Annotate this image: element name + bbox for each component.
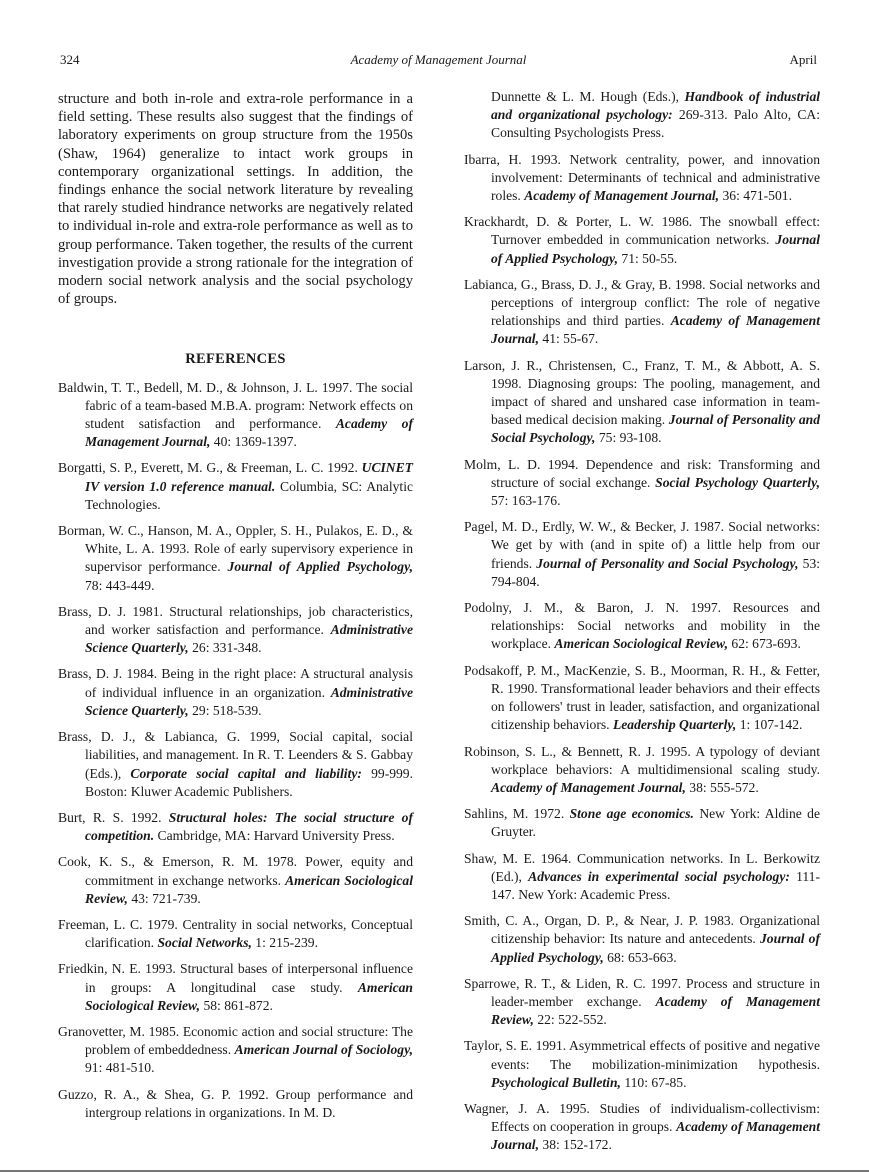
reference-entry <box>58 728 413 801</box>
ref-text: Cook, K. S., & Emerson, R. M. 1978. Power, equity and commitment in exchange networks. <box>58 854 413 888</box>
ref-text: Sahlins, M. 1972. <box>464 806 565 822</box>
ref-text: Podolny, J. M., & Baron, J. N. 1997. Resources and relationships: Social networks and mobility in the workplace. <box>464 600 820 652</box>
ref-text: 29: 518-539. <box>192 702 262 718</box>
ref-source: American Sociological Review, <box>85 979 413 1013</box>
ref-source: American Sociological Review, <box>85 872 413 906</box>
ref-source: American Sociological Review, <box>554 636 728 652</box>
ref-text: 71: 50-55. <box>621 250 678 266</box>
ref-source: Academy of Management Review, <box>491 993 820 1028</box>
ref-text: 38: 555-572. <box>689 779 759 795</box>
ref-text: Pagel, M. D., Erdly, W. W., & Becker, J. 1987. Social networks: We get by with (and in spite of) a little help from our friends. <box>464 519 820 571</box>
reference-entry <box>58 1023 413 1078</box>
ref-source: Academy of Management Journal, <box>491 313 820 347</box>
reference-entry <box>464 805 820 841</box>
reference-entry <box>464 1100 820 1155</box>
left-column <box>58 90 413 1130</box>
ref-text: 68: 653-663. <box>607 949 677 965</box>
reference-entry <box>464 975 820 1030</box>
running-header <box>58 52 819 72</box>
ref-text: 1: 215-239. <box>255 935 318 951</box>
reference-entry <box>58 522 413 595</box>
reference-entry <box>464 456 820 511</box>
ref-text: Taylor, S. E. 1991. Asymmetrical effects of positive and negative events: The mobilization-minimization hypothesis. <box>464 1038 820 1072</box>
reference-entry <box>464 599 820 654</box>
ref-source: Social Psychology Quarterly, <box>655 474 820 490</box>
reference-entry <box>464 912 820 967</box>
ref-text: 99-999. Boston: Kluwer Academic Publishers. <box>85 765 414 799</box>
ref-source: Leadership Quarterly, <box>612 717 737 733</box>
reference-entry <box>464 276 820 349</box>
ref-text: 40: 1369-1397. <box>213 434 297 450</box>
ref-text: Freeman, L. C. 1979. Centrality in social networks, Conceptual clarification. <box>58 916 413 951</box>
ref-text: 36: 471-501. <box>722 188 792 204</box>
reference-entry <box>464 518 820 591</box>
reference-entry <box>58 603 413 658</box>
ref-text: Baldwin, T. T., Bedell, M. D., & Johnson, J. L. 1997. The social fabric of a team-based M.B.A. program: Network effects on student satisfaction and performance. <box>58 379 413 432</box>
ref-text: Smith, C. A., Organ, D. P., & Near, J. P. 1983. Organizational citizenship behavior: Its nature and antecedents. <box>464 913 820 947</box>
reference-entry <box>58 1086 413 1122</box>
body-paragraph: structure and both in-role and extra-role performance in a field setting. These results also suggest that the findings of laboratory experiments on group structure from the 1950s (Shaw, 1964) generalize to intact work groups in contemporary organizational settings. In addition, the findings enhance the social network literature by revealing that rarely studied hindrance networks are negatively related to individual in-role and extra-role performance as well as to group performance. Taken together, the results of the current investigation provide a strong rationale for the integration of modern social network analysis and the social psychology of groups. <box>58 91 413 308</box>
reference-entry <box>58 665 413 720</box>
ref-source: Journal of Personality and Social Psychology, <box>536 555 799 571</box>
reference-entry <box>58 379 413 452</box>
ref-text: Shaw, M. E. 1964. Communication networks. In L. Berkowitz (Ed.), <box>464 850 820 884</box>
ref-text: 269-313. Palo Alto, CA: Consulting Psychologists Press. <box>491 107 820 141</box>
ref-text: Molm, L. D. 1994. Dependence and risk: Transforming and structure of social exchange. <box>464 456 820 490</box>
ref-text: 111-147. New York: Academic Press. <box>491 868 820 902</box>
ref-text: 53: 794-804. <box>491 555 821 589</box>
ref-text: Ibarra, H. 1993. Network centrality, power, and innovation involvement: Determinants of technical and administrative roles. <box>464 151 820 204</box>
page-number: 324 <box>60 52 80 67</box>
reference-entry <box>464 1037 820 1092</box>
ref-text: Brass, D. J. 1984. Being in the right place: A structural analysis of individual influence in an organization. <box>58 666 413 700</box>
reference-entry <box>58 459 413 514</box>
ref-text: 58: 861-872. <box>203 997 273 1013</box>
ref-text: 22: 522-552. <box>537 1012 607 1028</box>
ref-text: 41: 55-67. <box>542 331 599 347</box>
ref-source: Administrative Science Quarterly, <box>85 622 413 656</box>
ref-source: Academy of Management Journal, <box>491 1119 820 1153</box>
ref-text: Columbia, SC: Analytic Technologies. <box>85 478 413 512</box>
ref-text: 26: 331-348. <box>192 640 262 656</box>
left-reference-list <box>58 379 413 1122</box>
ref-source: Journal of Applied Psychology, <box>227 559 414 575</box>
issue-month: April <box>789 52 817 67</box>
reference-entry <box>464 357 820 448</box>
ref-text: 38: 152-172. <box>542 1137 612 1153</box>
reference-entry <box>464 213 820 268</box>
ref-text: Sparrowe, R. T., & Liden, R. C. 1997. Process and structure in leader-member exchange. <box>464 975 820 1009</box>
ref-source: Social Networks, <box>157 935 252 951</box>
ref-text: 110: 67-85. <box>624 1074 687 1090</box>
ref-source: Corporate social capital and liability: <box>130 765 362 781</box>
ref-source: Psychological Bulletin, <box>491 1074 621 1090</box>
ref-source: Handbook of industrial and organizational psychology: <box>491 89 821 123</box>
ref-text: Larson, J. R., Christensen, C., Franz, T. M., & Abbott, A. S. 1998. Diagnosing groups: The pooling, management, and impact of shared and unshared case information in team-based medical decision making. <box>464 357 820 428</box>
ref-text: Wagner, J. A. 1995. Studies of individualism-collectivism: Effects on cooperation in groups. <box>464 1100 820 1135</box>
ref-text: 78: 443-449. <box>85 577 155 593</box>
ref-source: Journal of Applied Psychology, <box>491 931 820 965</box>
reference-entry <box>58 853 413 908</box>
references-heading: REFERENCES <box>185 351 286 368</box>
right-column <box>464 88 820 1163</box>
ref-text: Cambridge, MA: Harvard University Press. <box>157 828 395 844</box>
ref-source: Academy of Management Journal, <box>491 779 686 795</box>
ref-text: Borgatti, S. P., Everett, M. G., & Freeman, L. C. 1992. <box>58 460 358 476</box>
ref-source: Stone age economics. <box>569 806 694 822</box>
ref-text: Krackhardt, D. & Porter, L. W. 1986. The snowball effect: Turnover embedded in communication networks. <box>464 214 820 248</box>
journal-title: Academy of Management Journal <box>350 52 527 67</box>
ref-text: Dunnette & L. M. Hough (Eds.), <box>491 89 680 104</box>
ref-text: Guzzo, R. A., & Shea, G. P. 1992. Group performance and intergroup relations in organizations. In M. D. <box>58 1086 413 1120</box>
right-reference-list <box>464 151 820 1155</box>
ref-text: Podsakoff, P. M., MacKenzie, S. B., Moorman, R. H., & Fetter, R. 1990. Transformational leader behaviors and their effects on followers' trust in leader, satisfaction, and organizational citizenship behaviors. <box>464 662 820 733</box>
reference-continuation <box>464 88 820 143</box>
reference-entry <box>464 743 820 798</box>
ref-source: Academy of Management Journal, <box>85 416 414 450</box>
ref-source: Journal of Personality and Social Psychology, <box>491 412 820 446</box>
ref-text: Burt, R. S. 1992. <box>58 809 162 825</box>
ref-text: Brass, D. J., & Labianca, G. 1999, Social capital, social liabilities, and management. In R. T. Leenders & S. Gabbay (Eds.), <box>58 729 413 781</box>
ref-text: 57: 163-176. <box>491 493 561 509</box>
reference-entry <box>58 916 413 952</box>
ref-text: 75: 93-108. <box>598 430 662 446</box>
ref-source: Structural holes: The social structure of competition. <box>85 809 414 844</box>
ref-text: 1: 107-142. <box>739 717 803 733</box>
ref-source: Administrative Science Quarterly, <box>85 684 414 718</box>
ref-text: Labianca, G., Brass, D. J., & Gray, B. 1998. Social networks and perceptions of intergroup conflict: The role of negative relationships and third parties. <box>464 276 820 329</box>
ref-source: American Journal of Sociology, <box>234 1042 413 1058</box>
ref-text: 62: 673-693. <box>731 636 801 652</box>
ref-text: 91: 481-510. <box>85 1060 155 1076</box>
ref-text: Borman, W. C., Hanson, M. A., Oppler, S. H., Pulakos, E. D., & White, L. A. 1993. Role of early supervisory experience in supervisor performance. <box>58 523 413 575</box>
reference-entry <box>464 850 820 905</box>
reference-entry <box>464 151 820 206</box>
ref-source: UCINET IV version 1.0 reference manual. <box>85 460 413 494</box>
reference-entry <box>58 809 413 845</box>
ref-source: Journal of Applied Psychology, <box>491 232 820 266</box>
reference-entry <box>58 960 413 1015</box>
ref-text: New York: Aldine de Gruyter. <box>491 806 820 840</box>
reference-entry <box>464 662 820 735</box>
ref-text: Granovetter, M. 1985. Economic action and social structure: The problem of embeddedness. <box>58 1023 413 1058</box>
ref-source: Advances in experimental social psychology: <box>528 868 790 884</box>
ref-text: Brass, D. J. 1981. Structural relationships, job characteristics, and worker satisfaction and performance. <box>58 603 413 638</box>
ref-text: 43: 721-739. <box>131 890 201 906</box>
ref-text: Robinson, S. L., & Bennett, R. J. 1995. A typology of deviant workplace behaviors: A multidimensional scaling study. <box>464 743 820 777</box>
ref-text: Friedkin, N. E. 1993. Structural bases of interpersonal influence in groups: A longitudinal case study. <box>58 961 413 995</box>
ref-source: Academy of Management Journal, <box>524 188 720 204</box>
